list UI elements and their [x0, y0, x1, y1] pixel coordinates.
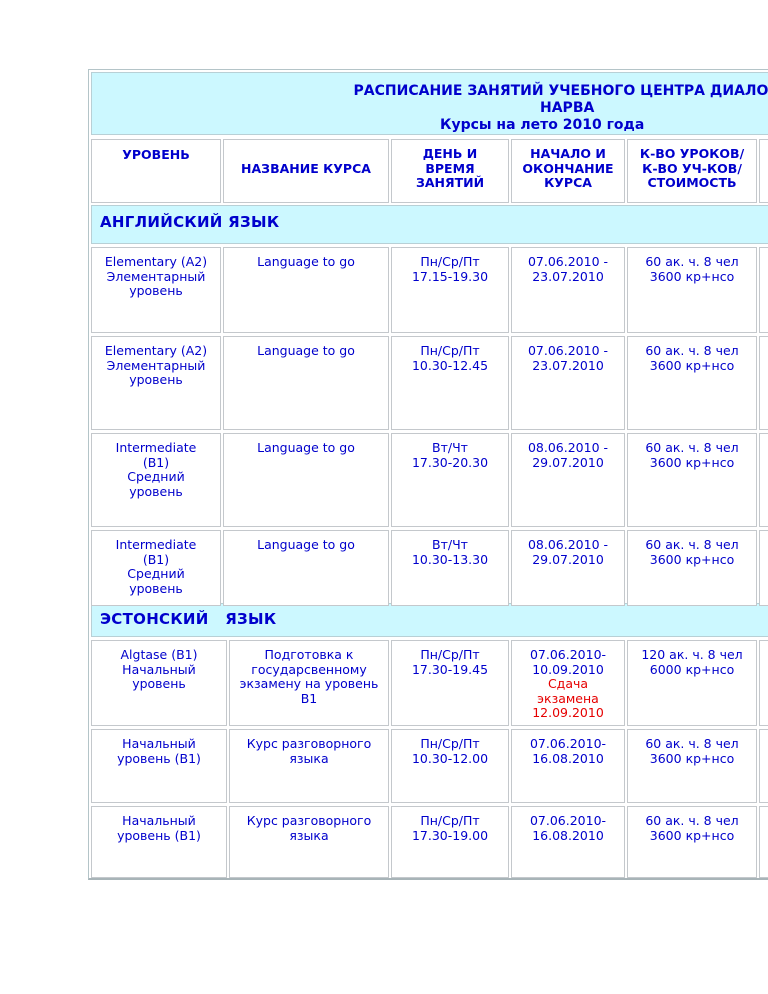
cell-time — [391, 806, 509, 878]
cell-level-line: Elementary (A2) — [104, 254, 208, 269]
cell-count-line: 3600 кр+нсо — [649, 551, 735, 567]
section-english — [91, 205, 768, 244]
cell-count — [627, 640, 757, 726]
cell-level-line: уровень — [132, 676, 186, 691]
cell-course-line: Language to go — [257, 537, 355, 552]
cell-level — [91, 640, 227, 726]
cell-level — [91, 729, 227, 803]
cell-extra — [759, 729, 768, 803]
header-start-line2: ОКОНЧАНИЕ — [522, 160, 614, 176]
cell-count-line: 6000 кр+нсо — [649, 661, 735, 677]
cell-level-line: уровень — [129, 372, 183, 387]
cell-count-line: 3600 кр+нсо — [649, 357, 735, 373]
cell-dates — [511, 806, 625, 878]
cell-course-line: Language to go — [257, 343, 355, 358]
cell-time-line: 17.30-19.00 — [411, 827, 489, 843]
cell-level — [91, 336, 221, 430]
cell-course-line: государсвенному — [251, 661, 367, 677]
cell-dates-line: 08.06.2010 - — [527, 537, 609, 552]
cell-dates-line: 08.06.2010 - — [527, 440, 609, 455]
cell-course-line: Курс разговорного — [246, 813, 372, 828]
header-start-end — [511, 139, 625, 203]
cell-time-line: Вт/Чт — [432, 440, 468, 455]
cell-time-line: 17.30-20.30 — [411, 454, 489, 470]
cell-time — [391, 433, 509, 527]
cell-course — [229, 729, 389, 803]
header-day-line1: ДЕНЬ И — [422, 146, 478, 161]
cell-level-line: Средний — [127, 566, 185, 581]
cell-time-line: Пн/Ср/Пт — [420, 343, 480, 358]
cell-count-line: 3600 кр+нсо — [649, 268, 735, 284]
title-line-2: НАРВА — [540, 100, 595, 116]
cell-course-line: Подготовка к — [264, 647, 354, 662]
cell-time-line: Пн/Ср/Пт — [420, 736, 480, 751]
section-estonian-label: ЭСТОНСКИЙ ЯЗЫК — [100, 610, 277, 628]
header-day-time — [391, 139, 509, 203]
cell-level — [91, 530, 221, 606]
cell-course-line: экзамену на уровень — [239, 676, 379, 691]
cell-level-line: (B1) — [142, 454, 170, 470]
cell-count — [627, 336, 757, 430]
cell-time — [391, 729, 509, 803]
header-count-line3: СТОИМОСТЬ — [647, 175, 737, 190]
cell-count-line: 60 ак. ч. 8 чел — [645, 736, 739, 751]
cell-level-line: Elementary (A2) — [104, 343, 208, 358]
cell-dates-line: 10.09.2010 — [532, 661, 604, 677]
cell-level-line: уровень — [129, 483, 183, 499]
cell-dates-line: 07.06.2010 - — [527, 343, 609, 358]
cell-dates — [511, 336, 625, 430]
cell-course — [223, 336, 389, 430]
header-count-line1: К-ВО УРОКОВ/ — [639, 146, 745, 161]
cell-time-line: 17.30-19.45 — [411, 661, 489, 677]
title-line-1: РАСПИСАНИЕ ЗАНЯТИЙ УЧЕБНОГО ЦЕНТРА ДИАЛО — [353, 83, 768, 99]
cell-dates-line: 07.06.2010- — [529, 813, 607, 828]
cell-dates — [511, 640, 625, 726]
cell-count — [627, 530, 757, 606]
cell-course — [223, 433, 389, 527]
cell-extra — [759, 433, 768, 527]
cell-course-line: Language to go — [257, 440, 355, 455]
cell-level-line: Элементарный — [106, 357, 206, 373]
cell-time — [391, 336, 509, 430]
header-start-line3: КУРСА — [544, 175, 592, 190]
cell-level-line: (B1) — [142, 551, 170, 567]
cell-count — [627, 247, 757, 333]
cell-time-line: 10.30-13.30 — [411, 551, 489, 567]
cell-level-line: Элементарный — [106, 268, 206, 284]
cell-count-line: 3600 кр+нсо — [649, 827, 735, 843]
cell-extra — [759, 530, 768, 606]
cell-course — [223, 530, 389, 606]
cell-dates-line: 29.07.2010 — [532, 551, 604, 567]
cell-extra — [759, 247, 768, 333]
cell-dates-line: 16.08.2010 — [532, 750, 604, 766]
exam-date-line: экзамена — [537, 690, 599, 706]
cell-dates-line: 23.07.2010 — [532, 357, 604, 373]
header-course — [223, 139, 389, 203]
section-english-label: АНГЛИЙСКИЙ ЯЗЫК — [100, 213, 280, 231]
cell-time-line: 10.30-12.45 — [411, 357, 489, 373]
header-day-line2: ВРЕМЯ — [425, 160, 475, 176]
header-course-label: НАЗВАНИЕ КУРСА — [241, 161, 371, 176]
cell-time-line: Вт/Чт — [432, 537, 468, 552]
cell-count — [627, 729, 757, 803]
cell-extra — [759, 336, 768, 430]
cell-extra — [759, 806, 768, 878]
cell-count-line: 120 ак. ч. 8 чел — [641, 647, 743, 662]
cell-dates-line: 07.06.2010- — [529, 736, 607, 751]
cell-count-line: 60 ак. ч. 8 чел — [645, 254, 739, 269]
cell-level-line: Начальный — [122, 661, 196, 677]
exam-date-line: Сдача — [547, 676, 589, 691]
cell-dates-line: 29.07.2010 — [532, 454, 604, 470]
cell-level-line: уровень — [129, 580, 183, 596]
cell-course — [229, 640, 389, 726]
schedule-table — [88, 69, 768, 880]
section-estonian — [91, 603, 768, 637]
cell-level-line: уровень (B1) — [117, 827, 201, 843]
cell-time — [391, 247, 509, 333]
cell-course-line: языка — [289, 750, 329, 766]
cell-level — [91, 433, 221, 527]
cell-level-line: уровень (B1) — [117, 750, 201, 766]
cell-time-line: Пн/Ср/Пт — [420, 813, 480, 828]
cell-dates-line: 07.06.2010 - — [527, 254, 609, 269]
cell-count-line: 60 ак. ч. 8 чел — [645, 440, 739, 455]
cell-time — [391, 530, 509, 606]
cell-level-line: Средний — [127, 469, 185, 484]
cell-count — [627, 806, 757, 878]
cell-count-line: 3600 кр+нсо — [649, 750, 735, 766]
cell-level — [91, 247, 221, 333]
header-level-label: УРОВЕНЬ — [122, 147, 190, 162]
cell-dates-line: 23.07.2010 — [532, 268, 604, 284]
cell-dates — [511, 530, 625, 606]
cell-course-line: Language to go — [257, 254, 355, 269]
cell-time-line: Пн/Ср/Пт — [420, 647, 480, 662]
cell-count-line: 60 ак. ч. 8 чел — [645, 343, 739, 358]
cell-dates-line: 07.06.2010- — [529, 647, 607, 662]
cell-time-line: 10.30-12.00 — [411, 750, 489, 766]
cell-level-line: Начальный — [122, 813, 196, 828]
cell-count-line: 3600 кр+нсо — [649, 454, 735, 470]
header-count-line2: К-ВО УЧ-КОВ/ — [642, 160, 742, 176]
cell-extra — [759, 640, 768, 726]
cell-time-line: Пн/Ср/Пт — [420, 254, 480, 269]
header-day-line3: ЗАНЯТИЙ — [415, 175, 485, 190]
cell-dates — [511, 247, 625, 333]
cell-course — [223, 247, 389, 333]
header-extra — [759, 139, 768, 203]
header-start-line1: НАЧАЛО И — [530, 146, 606, 161]
header-level — [91, 139, 221, 203]
cell-level-line: Intermediate — [115, 440, 197, 455]
cell-level-line: Начальный — [122, 736, 196, 751]
cell-count-line: 60 ак. ч. 8 чел — [645, 813, 739, 828]
cell-count — [627, 433, 757, 527]
cell-level — [91, 806, 227, 878]
cell-course — [229, 806, 389, 878]
cell-level-line: уровень — [129, 283, 183, 298]
cell-dates — [511, 433, 625, 527]
cell-course-line: Курс разговорного — [246, 736, 372, 751]
cell-dates — [511, 729, 625, 803]
cell-course-line: языка — [289, 827, 329, 843]
exam-date-line: 12.09.2010 — [532, 705, 604, 720]
cell-level-line: Algtase (B1) — [120, 647, 198, 662]
cell-dates-line: 16.08.2010 — [532, 827, 604, 843]
cell-level-line: Intermediate — [115, 537, 197, 552]
cell-course-line: B1 — [300, 690, 318, 706]
cell-time — [391, 640, 509, 726]
cell-count-line: 60 ак. ч. 8 чел — [645, 537, 739, 552]
cell-time-line: 17.15-19.30 — [411, 268, 489, 284]
table-title — [91, 72, 768, 135]
header-count — [627, 139, 757, 203]
title-line-3: Курсы на лето 2010 года — [440, 117, 645, 133]
